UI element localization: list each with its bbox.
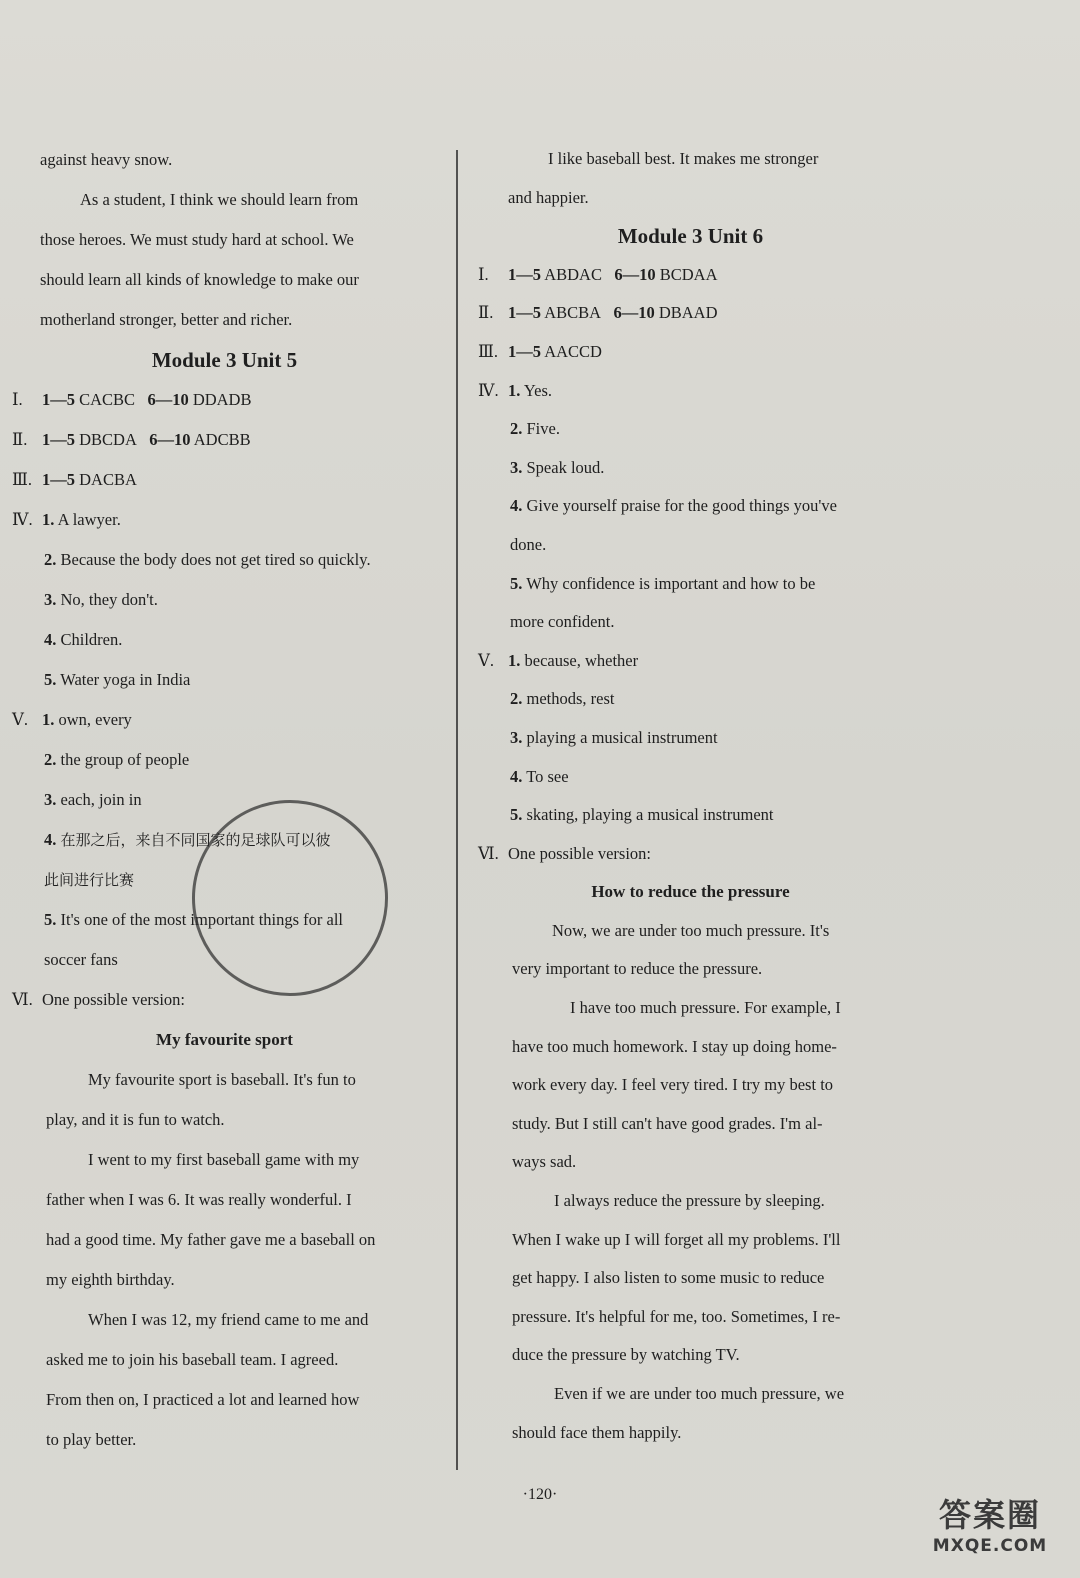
item-text-continued: soccer fans	[44, 950, 118, 969]
answer-row	[12, 780, 437, 820]
answer-row	[12, 380, 437, 420]
answers: ADCBB	[193, 430, 251, 449]
essay-line: ways sad.	[512, 1152, 577, 1172]
answer-row	[12, 740, 437, 780]
item-text-continued: done.	[510, 534, 547, 554]
answer-row	[478, 680, 903, 719]
answers: ABCBA	[544, 303, 602, 323]
watermark-logo	[920, 1490, 1060, 1560]
answers: DBCDA	[79, 430, 137, 449]
section-heading: Module 3 Unit 5	[151, 348, 298, 372]
item-number: 1.	[508, 380, 521, 400]
essay-line: My favourite sport is baseball. It's fun to	[88, 1070, 356, 1089]
roman-numeral: Ⅴ.	[12, 710, 29, 729]
item-text: Speak loud.	[526, 457, 605, 477]
roman-numeral: Ⅵ.	[12, 990, 33, 1009]
answer-row	[478, 796, 903, 835]
essay-line: father when I was 6. It was really wonderful. I	[46, 1190, 352, 1209]
item-number: 2.	[510, 689, 523, 709]
answer-row	[478, 256, 903, 295]
essay-line: to play better.	[46, 1430, 137, 1449]
range-label: 6—10	[147, 390, 189, 409]
answers: CACBC	[79, 390, 136, 409]
item-number: 1.	[42, 510, 55, 529]
range-label: 6—10	[149, 430, 191, 449]
text-line: those heroes. We must study hard at school. We	[40, 230, 354, 249]
range-label: 1—5	[508, 264, 541, 284]
essay-line: work every day. I feel very tired. I try my best to	[512, 1075, 834, 1095]
item-number: 2.	[44, 750, 57, 769]
answers: ABDAC	[544, 264, 602, 284]
answer-row	[478, 372, 903, 411]
item-text: Five.	[526, 419, 560, 439]
item-text: Because the body does not get tired so quickly.	[60, 550, 371, 569]
answers: BCDAA	[659, 264, 718, 284]
text-line: As a student, I think we should learn from	[80, 190, 359, 209]
item-number: 4.	[510, 766, 523, 786]
answers: DDADB	[192, 390, 252, 409]
text-line: should learn all kinds of knowledge to make our	[40, 270, 359, 289]
answer-row	[478, 449, 903, 488]
range-label: 1—5	[42, 470, 75, 489]
answer-row	[478, 487, 903, 526]
essay-line: Even if we are under too much pressure, we	[554, 1384, 845, 1403]
essay-line: Now, we are under too much pressure. It's	[552, 920, 830, 940]
roman-numeral: Ⅳ.	[478, 380, 499, 400]
range-label: 1—5	[42, 390, 75, 409]
item-text: Children.	[60, 630, 123, 649]
answer-row	[12, 420, 437, 460]
item-text: Yes.	[523, 380, 553, 400]
item-number: 3.	[510, 727, 523, 747]
text-line: against heavy snow.	[40, 150, 173, 169]
item-text: 在那之后，来自不同国家的足球队可以彼	[60, 831, 331, 849]
range-label: 6—10	[613, 303, 655, 323]
answer-row	[12, 460, 437, 500]
essay-line: When I was 12, my friend came to me and	[88, 1310, 369, 1329]
item-text: skating, playing a musical instrument	[526, 805, 774, 825]
range-label: 6—10	[614, 264, 656, 284]
answer-row	[478, 294, 903, 333]
answer-row	[12, 540, 437, 580]
watermark-title: 答案圈	[938, 1496, 1041, 1534]
answer-row	[12, 660, 437, 700]
item-text: Give yourself praise for the good things you've	[526, 496, 837, 516]
essay-line: very important to reduce the pressure.	[512, 959, 763, 979]
essay-line: From then on, I practiced a lot and learned how	[46, 1390, 360, 1409]
item-text: methods, rest	[526, 689, 615, 709]
watermark-url: MXQE.COM	[932, 1536, 1048, 1556]
item-number: 5.	[44, 670, 57, 689]
roman-numeral: Ⅱ.	[12, 430, 28, 449]
item-text: To see	[526, 766, 569, 786]
answer-row	[12, 580, 437, 620]
item-number: 4.	[510, 496, 523, 516]
answer-row	[478, 333, 903, 372]
essay-line: my eighth birthday.	[46, 1270, 175, 1289]
version-label: One possible version:	[508, 843, 651, 863]
range-label: 1—5	[508, 341, 541, 361]
essay-line: pressure. It's helpful for me, too. Sometimes, I re-	[512, 1306, 841, 1326]
version-label: One possible version:	[42, 990, 185, 1009]
roman-numeral: Ⅰ.	[12, 390, 23, 409]
answer-row	[478, 719, 903, 758]
range-label: 1—5	[508, 303, 541, 323]
item-text: A lawyer.	[57, 510, 121, 529]
answer-row	[12, 620, 437, 660]
item-number: 1.	[508, 650, 521, 670]
item-number: 5.	[44, 910, 57, 929]
answer-row	[478, 835, 903, 874]
answer-row	[478, 642, 903, 681]
item-text: own, every	[58, 710, 132, 729]
roman-numeral: Ⅴ.	[478, 650, 495, 670]
essay-line: have too much homework. I stay up doing home-	[512, 1036, 837, 1056]
item-number: 1.	[42, 710, 55, 729]
right-column	[478, 140, 903, 1452]
item-text-continued: more confident.	[510, 612, 615, 632]
column-divider	[456, 150, 458, 1470]
answer-row	[478, 410, 903, 449]
essay-line: When I wake up I will forget all my problems. I'll	[512, 1229, 841, 1249]
roman-numeral: Ⅰ.	[478, 264, 489, 284]
answer-row	[12, 500, 437, 540]
answers: DACBA	[79, 470, 137, 489]
roman-numeral: Ⅱ.	[478, 303, 494, 323]
answer-row	[478, 758, 903, 797]
item-text: Why confidence is important and how to be	[526, 573, 816, 593]
item-text: playing a musical instrument	[526, 727, 718, 747]
item-number: 3.	[510, 457, 523, 477]
roman-numeral: Ⅲ.	[12, 470, 33, 489]
essay-line: duce the pressure by watching TV.	[512, 1345, 740, 1365]
item-number: 3.	[44, 790, 57, 809]
range-label: 1—5	[42, 430, 75, 449]
item-number: 5.	[510, 573, 523, 593]
roman-numeral: Ⅲ.	[478, 341, 499, 361]
item-text: No, they don't.	[60, 590, 158, 609]
item-number: 5.	[510, 805, 523, 825]
essay-line: I went to my first baseball game with my	[88, 1150, 360, 1169]
essay-title: My favourite sport	[156, 1030, 293, 1049]
page-number: ·120·	[522, 1486, 558, 1503]
item-text: because, whether	[524, 650, 639, 670]
text-line: I like baseball best. It makes me stronger	[548, 149, 819, 168]
item-number: 2.	[44, 550, 57, 569]
item-text: It's one of the most important things for all	[60, 910, 344, 929]
item-number: 4.	[44, 830, 57, 849]
left-column	[12, 140, 437, 1460]
item-text: Water yoga in India	[60, 670, 191, 689]
answer-row	[12, 980, 437, 1020]
text-line: motherland stronger, better and richer.	[40, 310, 293, 329]
item-number: 3.	[44, 590, 57, 609]
essay-title: How to reduce the pressure	[591, 882, 790, 902]
answer-row	[12, 700, 437, 740]
item-text: the group of people	[60, 750, 190, 769]
essay-line: I have too much pressure. For example, I	[570, 998, 841, 1018]
roman-numeral: Ⅵ.	[478, 843, 499, 863]
essay-line: should face them happily.	[512, 1422, 682, 1442]
item-text-continued: 此间进行比赛	[44, 871, 135, 889]
essay-line: study. But I still can't have good grades. I'm al-	[512, 1113, 823, 1133]
answers: DBAAD	[658, 303, 718, 323]
item-number: 4.	[44, 630, 57, 649]
answers: AACCD	[544, 341, 602, 361]
item-number: 2.	[510, 419, 523, 439]
essay-line: had a good time. My father gave me a baseball on	[46, 1230, 376, 1249]
essay-line: play, and it is fun to watch.	[46, 1110, 225, 1129]
essay-line: get happy. I also listen to some music to reduce	[512, 1268, 825, 1288]
essay-line: I always reduce the pressure by sleeping.	[554, 1191, 825, 1211]
essay-line: asked me to join his baseball team. I agreed.	[46, 1350, 339, 1369]
roman-numeral: Ⅳ.	[12, 510, 33, 529]
text-line: and happier.	[508, 187, 589, 207]
section-heading: Module 3 Unit 6	[617, 224, 764, 249]
answer-row	[478, 565, 903, 604]
item-text: each, join in	[60, 790, 142, 809]
